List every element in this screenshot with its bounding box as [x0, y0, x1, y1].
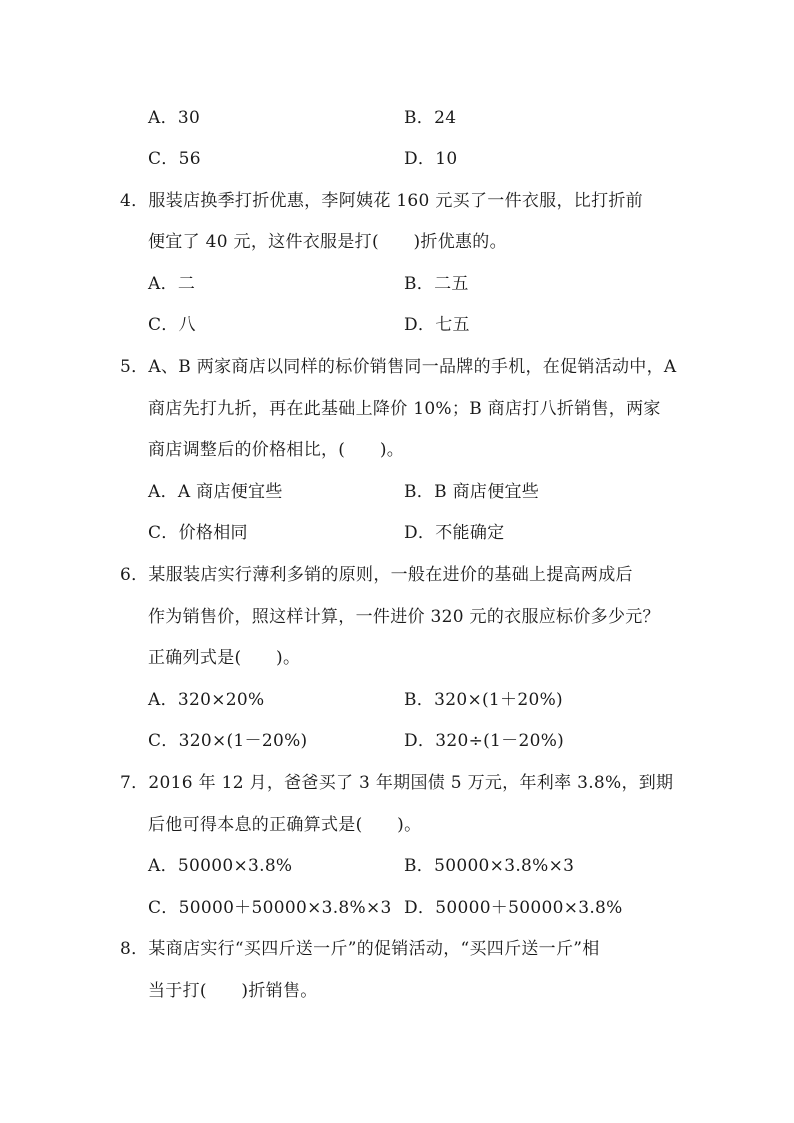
q6-option-a: A．320×20%	[148, 690, 265, 710]
q4-option-c: C．八	[148, 315, 196, 335]
q5-option-c: C．价格相同	[148, 523, 248, 543]
q3-option-a: A．30	[148, 108, 201, 128]
q4-option-a: A．二	[148, 274, 196, 294]
q4-stem-line2: 便宜了 40 元，这件衣服是打( )折优惠的。	[148, 232, 507, 252]
q4-stem-line1: 4．服装店换季打折优惠，李阿姨花 160 元买了一件衣服，比打折前	[120, 191, 643, 211]
q6-stem-line1: 6．某服装店实行薄利多销的原则，一般在进价的基础上提高两成后	[120, 565, 633, 585]
q8-stem-line1: 8．某商店实行“买四斤送一斤”的促销活动，“买四斤送一斤”相	[120, 939, 600, 959]
q5-option-a: A．A 商店便宜些	[148, 482, 283, 502]
q7-stem-line1: 7．2016 年 12 月，爸爸买了 3 年期国债 5 万元，年利率 3.8%，到期	[120, 773, 674, 793]
q6-option-c: C．320×(1－20%)	[148, 731, 308, 751]
q7-option-c: C．50000＋50000×3.8%×3	[148, 898, 392, 918]
q7-option-d: D．50000＋50000×3.8%	[404, 898, 623, 918]
q5-option-b: B．B 商店便宜些	[404, 482, 540, 502]
q3-option-c: C．56	[148, 149, 201, 169]
q6-option-b: B．320×(1＋20%)	[404, 690, 563, 710]
q8-stem-line2: 当于打( )折销售。	[148, 981, 318, 1001]
q7-option-a: A．50000×3.8%	[148, 856, 293, 876]
q5-stem-line3: 商店调整后的价格相比，( )。	[148, 440, 405, 460]
q5-stem-line2: 商店先打九折，再在此基础上降价 10%；B 商店打八折销售，两家	[148, 399, 661, 419]
q4-option-b: B．二五	[404, 274, 469, 294]
q5-stem-line1: 5．A、B 两家商店以同样的标价销售同一品牌的手机，在促销活动中，A	[120, 357, 677, 377]
q6-option-d: D．320÷(1－20%)	[404, 731, 565, 751]
q6-stem-line3: 正确列式是( )。	[148, 648, 301, 668]
q5-option-d: D．不能确定	[404, 523, 505, 543]
q3-option-b: B．24	[404, 108, 457, 128]
q3-option-d: D．10	[404, 149, 458, 169]
q6-stem-line2: 作为销售价，照这样计算，一件进价 320 元的衣服应标价多少元？	[148, 607, 660, 627]
q4-option-d: D．七五	[404, 315, 470, 335]
q7-stem-line2: 后他可得本息的正确算式是( )。	[148, 815, 422, 835]
q7-option-b: B．50000×3.8%×3	[404, 856, 575, 876]
